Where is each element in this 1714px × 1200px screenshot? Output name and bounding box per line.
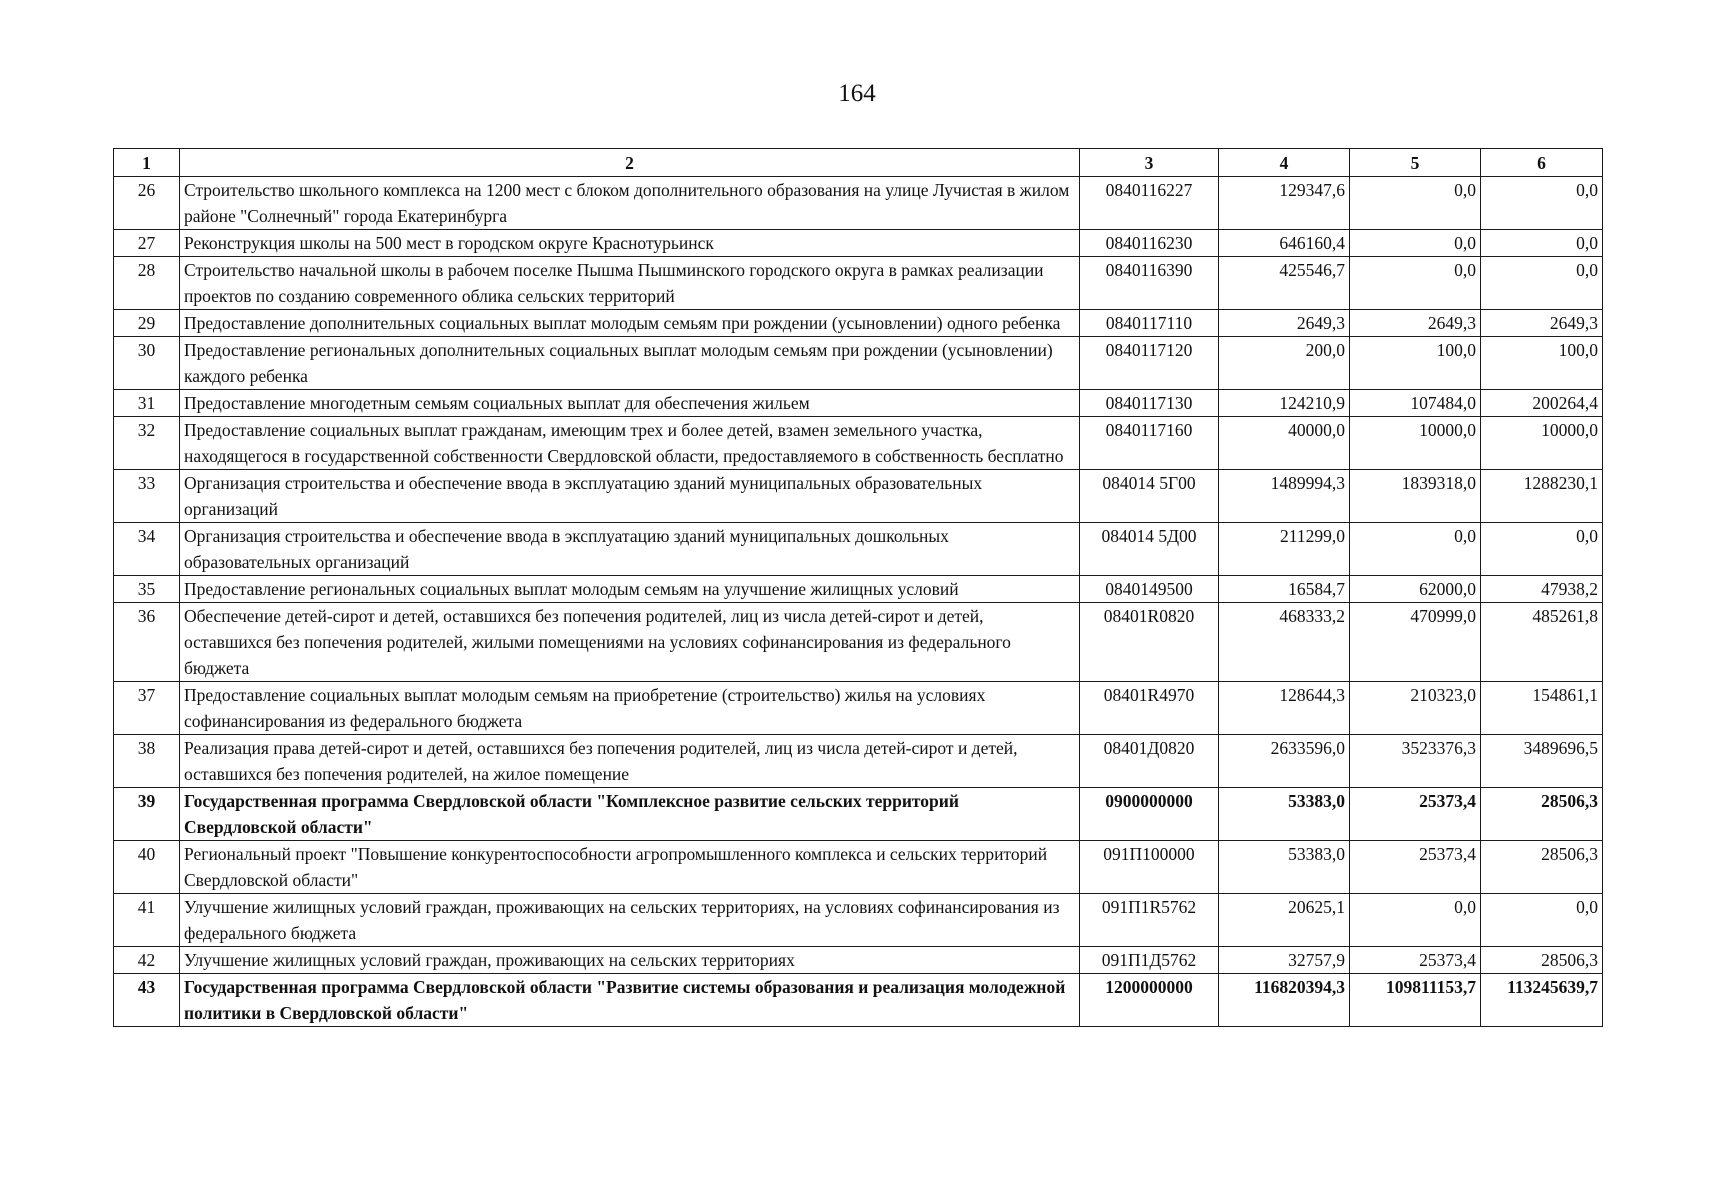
row-value-col4: 16584,7 bbox=[1219, 576, 1350, 603]
table-body bbox=[114, 177, 1603, 1027]
table-row bbox=[114, 947, 1603, 974]
row-value-col4: 646160,4 bbox=[1219, 230, 1350, 257]
row-value-col6: 1288230,1 bbox=[1481, 470, 1603, 523]
row-value-col6: 0,0 bbox=[1481, 894, 1603, 947]
row-code: 0840116230 bbox=[1080, 230, 1219, 257]
row-value-col6: 200264,4 bbox=[1481, 390, 1603, 417]
header-col-3: 3 bbox=[1080, 149, 1219, 177]
row-number: 43 bbox=[114, 974, 180, 1027]
row-value-col4: 32757,9 bbox=[1219, 947, 1350, 974]
page-number: 164 bbox=[838, 80, 876, 107]
row-value-col4: 40000,0 bbox=[1219, 417, 1350, 470]
row-value-col4: 2649,3 bbox=[1219, 310, 1350, 337]
row-value-col4: 128644,3 bbox=[1219, 682, 1350, 735]
row-value-col6: 28506,3 bbox=[1481, 788, 1603, 841]
row-number: 42 bbox=[114, 947, 180, 974]
row-code: 08401Д0820 bbox=[1080, 735, 1219, 788]
row-name: Государственная программа Свердловской области "Комплексное развитие сельских территорий Свердловской области" bbox=[180, 788, 1080, 841]
row-code: 0840149500 bbox=[1080, 576, 1219, 603]
row-code: 0840117110 bbox=[1080, 310, 1219, 337]
row-value-col4: 53383,0 bbox=[1219, 788, 1350, 841]
table-row bbox=[114, 337, 1603, 390]
table-row bbox=[114, 603, 1603, 682]
row-code: 084014 5Г00 bbox=[1080, 470, 1219, 523]
row-code: 091П1R5762 bbox=[1080, 894, 1219, 947]
row-value-col5: 3523376,3 bbox=[1350, 735, 1481, 788]
row-name: Улучшение жилищных условий граждан, проживающих на сельских территориях, на условиях софинансирования из федерального бюджета bbox=[180, 894, 1080, 947]
row-code: 0840117120 bbox=[1080, 337, 1219, 390]
row-value-col6: 3489696,5 bbox=[1481, 735, 1603, 788]
table-row bbox=[114, 576, 1603, 603]
row-value-col6: 0,0 bbox=[1481, 230, 1603, 257]
row-value-col6: 28506,3 bbox=[1481, 947, 1603, 974]
row-code: 0840117160 bbox=[1080, 417, 1219, 470]
header-col-1: 1 bbox=[114, 149, 180, 177]
row-value-col4: 124210,9 bbox=[1219, 390, 1350, 417]
row-value-col5: 25373,4 bbox=[1350, 788, 1481, 841]
row-value-col5: 62000,0 bbox=[1350, 576, 1481, 603]
row-value-col4: 425546,7 bbox=[1219, 257, 1350, 310]
row-name: Обеспечение детей-сирот и детей, оставшихся без попечения родителей, лиц из числа детей-сирот и детей, оставшихся без попечения родителей, жилыми помещениями на условиях софинансирования из федерального бюджета bbox=[180, 603, 1080, 682]
row-value-col6: 28506,3 bbox=[1481, 841, 1603, 894]
row-name: Предоставление социальных выплат молодым семьям на приобретение (строительство) жилья на условиях софинансирования из федерального бюджета bbox=[180, 682, 1080, 735]
row-value-col5: 470999,0 bbox=[1350, 603, 1481, 682]
header-col-4: 4 bbox=[1219, 149, 1350, 177]
row-code: 08401R4970 bbox=[1080, 682, 1219, 735]
row-number: 32 bbox=[114, 417, 180, 470]
row-value-col5: 25373,4 bbox=[1350, 841, 1481, 894]
row-name: Предоставление социальных выплат гражданам, имеющим трех и более детей, взамен земельного участка, находящегося в государственной собственности Свердловской области, предоставляемого в собственность бесплатно bbox=[180, 417, 1080, 470]
row-number: 37 bbox=[114, 682, 180, 735]
row-value-col6: 0,0 bbox=[1481, 177, 1603, 230]
row-code: 084014 5Д00 bbox=[1080, 523, 1219, 576]
row-number: 39 bbox=[114, 788, 180, 841]
row-value-col6: 10000,0 bbox=[1481, 417, 1603, 470]
row-value-col5: 0,0 bbox=[1350, 523, 1481, 576]
row-name: Строительство начальной школы в рабочем поселке Пышма Пышминского городского округа в рамках реализации проектов по созданию современного облика сельских территорий bbox=[180, 257, 1080, 310]
header-col-6: 6 bbox=[1481, 149, 1603, 177]
table-row bbox=[114, 841, 1603, 894]
row-value-col5: 210323,0 bbox=[1350, 682, 1481, 735]
table-row bbox=[114, 257, 1603, 310]
table-row bbox=[114, 974, 1603, 1027]
row-value-col4: 116820394,3 bbox=[1219, 974, 1350, 1027]
row-value-col6: 47938,2 bbox=[1481, 576, 1603, 603]
table-row bbox=[114, 523, 1603, 576]
row-value-col5: 10000,0 bbox=[1350, 417, 1481, 470]
table-row bbox=[114, 417, 1603, 470]
row-name: Улучшение жилищных условий граждан, проживающих на сельских территориях bbox=[180, 947, 1080, 974]
row-value-col5: 1839318,0 bbox=[1350, 470, 1481, 523]
row-value-col4: 20625,1 bbox=[1219, 894, 1350, 947]
row-value-col5: 0,0 bbox=[1350, 257, 1481, 310]
table-row bbox=[114, 682, 1603, 735]
row-number: 41 bbox=[114, 894, 180, 947]
row-code: 1200000000 bbox=[1080, 974, 1219, 1027]
row-number: 28 bbox=[114, 257, 180, 310]
row-value-col4: 2633596,0 bbox=[1219, 735, 1350, 788]
row-value-col5: 100,0 bbox=[1350, 337, 1481, 390]
row-number: 30 bbox=[114, 337, 180, 390]
row-number: 27 bbox=[114, 230, 180, 257]
row-name: Государственная программа Свердловской области "Развитие системы образования и реализация молодежной политики в Свердловской области" bbox=[180, 974, 1080, 1027]
row-value-col5: 0,0 bbox=[1350, 894, 1481, 947]
table-row bbox=[114, 390, 1603, 417]
row-name: Реконструкция школы на 500 мест в городском округе Краснотурьинск bbox=[180, 230, 1080, 257]
row-value-col4: 211299,0 bbox=[1219, 523, 1350, 576]
budget-table bbox=[113, 148, 1603, 1027]
row-value-col4: 53383,0 bbox=[1219, 841, 1350, 894]
table-row bbox=[114, 310, 1603, 337]
row-code: 0840116227 bbox=[1080, 177, 1219, 230]
row-code: 08401R0820 bbox=[1080, 603, 1219, 682]
row-name: Реализация права детей-сирот и детей, оставшихся без попечения родителей, лиц из числа детей-сирот и детей, оставшихся без попечения родителей, на жилое помещение bbox=[180, 735, 1080, 788]
row-code: 0840117130 bbox=[1080, 390, 1219, 417]
row-number: 35 bbox=[114, 576, 180, 603]
table-row bbox=[114, 735, 1603, 788]
row-number: 31 bbox=[114, 390, 180, 417]
row-number: 34 bbox=[114, 523, 180, 576]
row-value-col5: 0,0 bbox=[1350, 177, 1481, 230]
row-name: Предоставление региональных социальных выплат молодым семьям на улучшение жилищных условий bbox=[180, 576, 1080, 603]
table-row bbox=[114, 230, 1603, 257]
row-value-col4: 200,0 bbox=[1219, 337, 1350, 390]
header-row bbox=[114, 149, 1603, 177]
row-code: 0900000000 bbox=[1080, 788, 1219, 841]
row-value-col6: 0,0 bbox=[1481, 257, 1603, 310]
row-number: 26 bbox=[114, 177, 180, 230]
row-number: 40 bbox=[114, 841, 180, 894]
row-code: 091П100000 bbox=[1080, 841, 1219, 894]
row-value-col6: 2649,3 bbox=[1481, 310, 1603, 337]
row-value-col5: 109811153,7 bbox=[1350, 974, 1481, 1027]
row-name: Строительство школьного комплекса на 1200 мест с блоком дополнительного образования на улице Лучистая в жилом районе "Солнечный" города Екатеринбурга bbox=[180, 177, 1080, 230]
row-value-col6: 154861,1 bbox=[1481, 682, 1603, 735]
row-code: 0840116390 bbox=[1080, 257, 1219, 310]
header-col-2: 2 bbox=[180, 149, 1080, 177]
table-row bbox=[114, 177, 1603, 230]
row-code: 091П1Д5762 bbox=[1080, 947, 1219, 974]
row-number: 29 bbox=[114, 310, 180, 337]
row-name: Организация строительства и обеспечение ввода в эксплуатацию зданий муниципальных дошкольных образовательных организаций bbox=[180, 523, 1080, 576]
header-col-5: 5 bbox=[1350, 149, 1481, 177]
row-value-col5: 25373,4 bbox=[1350, 947, 1481, 974]
table-row bbox=[114, 894, 1603, 947]
row-value-col6: 100,0 bbox=[1481, 337, 1603, 390]
row-value-col5: 107484,0 bbox=[1350, 390, 1481, 417]
row-number: 36 bbox=[114, 603, 180, 682]
row-number: 38 bbox=[114, 735, 180, 788]
row-name: Предоставление многодетным семьям социальных выплат для обеспечения жильем bbox=[180, 390, 1080, 417]
row-value-col4: 129347,6 bbox=[1219, 177, 1350, 230]
table-row bbox=[114, 470, 1603, 523]
row-name: Предоставление региональных дополнительных социальных выплат молодым семьям при рождении (усыновлении) каждого ребенка bbox=[180, 337, 1080, 390]
row-value-col6: 113245639,7 bbox=[1481, 974, 1603, 1027]
row-value-col6: 0,0 bbox=[1481, 523, 1603, 576]
row-value-col5: 2649,3 bbox=[1350, 310, 1481, 337]
row-value-col4: 468333,2 bbox=[1219, 603, 1350, 682]
row-value-col5: 0,0 bbox=[1350, 230, 1481, 257]
row-name: Региональный проект "Повышение конкурентоспособности агропромышленного комплекса и сельских территорий Свердловской области" bbox=[180, 841, 1080, 894]
row-name: Предоставление дополнительных социальных выплат молодым семьям при рождении (усыновлении) одного ребенка bbox=[180, 310, 1080, 337]
row-number: 33 bbox=[114, 470, 180, 523]
row-value-col4: 1489994,3 bbox=[1219, 470, 1350, 523]
row-name: Организация строительства и обеспечение ввода в эксплуатацию зданий муниципальных образовательных организаций bbox=[180, 470, 1080, 523]
row-value-col6: 485261,8 bbox=[1481, 603, 1603, 682]
table-row bbox=[114, 788, 1603, 841]
